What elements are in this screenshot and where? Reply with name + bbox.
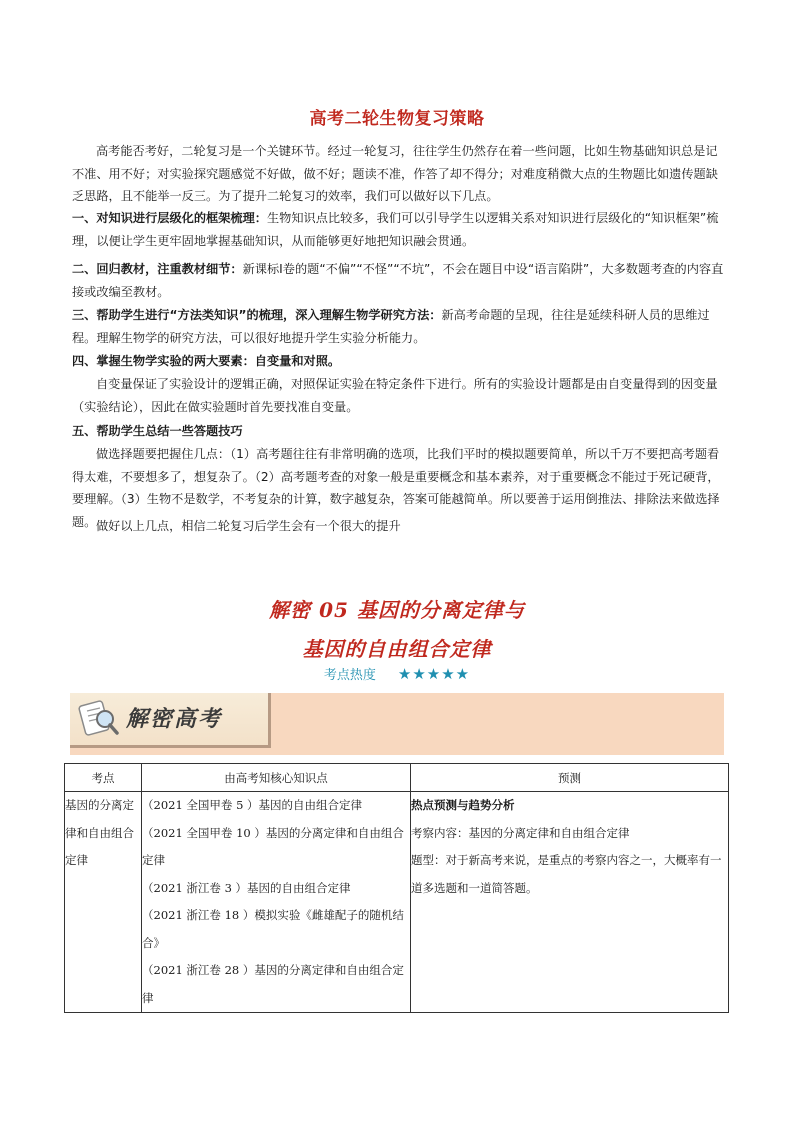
point-4	[72, 350, 726, 373]
knowledge-table	[64, 763, 729, 1013]
banner-tab	[70, 693, 271, 748]
point-4-head: 四、掌握生物学实验的两大要素：自变量和对照。	[72, 354, 341, 368]
source-item: （2021 全国甲卷 5 ）基因的自由组合定律	[142, 798, 363, 812]
sources-cell	[142, 792, 411, 1013]
point-3	[72, 304, 726, 349]
table-header-row	[65, 764, 729, 792]
table-row	[65, 792, 729, 1013]
point-2	[72, 258, 726, 303]
hotness-label: 考点热度	[323, 668, 376, 683]
header-kaodian: 考点	[65, 764, 142, 792]
point-1-text: 生物知识点比较多，我们可以引导学生以逻辑关系对知识进行层级化的“知识框架”梳理，以便让学生更牢固地掌握基础知识，从而能够更好地把知识融会贯通。	[72, 211, 719, 248]
banner-label: 解密高考	[126, 706, 223, 732]
point-2-head: 二、回归教材，注重教材细节：	[72, 262, 243, 276]
intro-paragraph: 高考能否考好，二轮复习是一个关键环节。经过一轮复习，往往学生仍然存在着一些问题，比如生物基础知识总是记不准、用不好；对实验探究题感觉不好做，做不好；题读不准，作答了却不得分；对难度稍微大点的生物题比如遗传题缺乏思路，且不能举一反三。为了提升二轮复习的效率，我们可以做好以下几点。	[72, 144, 718, 203]
point-5-head: 五、帮助学生总结一些答题技巧	[72, 424, 243, 438]
point-2-text: 新课标Ⅰ卷的题“不偏”“不怪”“不坑”，不会在题目中设“语言陷阱”，大多数题考查的内容直接或改编至教材。	[72, 262, 724, 299]
page-title: 高考二轮生物复习策略	[309, 109, 485, 129]
source-item: （2021 全国甲卷 10 ）基因的分离定律和自由组合定律	[142, 825, 404, 867]
point-1	[72, 207, 726, 252]
prediction-cell	[411, 792, 729, 1013]
magnifier-document-icon	[78, 697, 120, 737]
point-3-text: 新高考命题的呈现，往往是延续科研人员的思维过程。理解生物学的研究方法，可以很好地提升学生实验分析能力。	[72, 308, 710, 345]
prediction-content: 考察内容：基因的分离定律和自由组合定律	[411, 825, 630, 840]
point-4-body: 自变量保证了实验设计的逻辑正确，对照保证实验在特定条件下进行。所有的实验设计题都是由自变量得到的因变量（实验结论），因此在做实验题时首先要找准自变量。	[72, 377, 718, 414]
source-item: （2021 浙江卷 3 ）基因的自由组合定律	[142, 880, 351, 895]
header-core-knowledge: 由高考知核心知识点	[142, 764, 411, 792]
banner	[70, 693, 724, 755]
closing-line: 做好以上几点，相信二轮复习后学生会有一个很大的提升	[96, 519, 401, 533]
hotness-row	[0, 664, 794, 683]
section-title-line1: 解密 05 基因的分离定律与	[269, 598, 525, 622]
header-prediction: 预测	[411, 764, 729, 792]
source-item: （2021 浙江卷 28 ）基因的分离定律和自由组合定律	[142, 963, 404, 1005]
source-item: （2021 浙江卷 18 ）模拟实验《雌雄配子的随机结合》	[142, 908, 404, 950]
section-title-line2: 基因的自由组合定律	[302, 637, 492, 661]
point-3-head: 三、帮助学生进行“方法类知识”的梳理，深入理解生物学研究方法：	[72, 308, 442, 322]
kaodian-cell: 基因的分离定律和自由组合定律	[65, 792, 142, 1013]
point-5-body: 做选择题要把握住几点：（1）高考题往往有非常明确的选项，比我们平时的模拟题要简单，所以千万不要把高考题看得太难，不要想多了，想复杂了。（2）高考题考查的对象一般是重要概念和基本素养，对于重要概念不能过于死记硬背，要理解。（3）生物不是数学，不考复杂的计算，数字越复杂，答案可能越简单。所以要善于运用倒推法、排除法来做选择题。	[72, 447, 720, 529]
prediction-type: 题型：对于新高考来说，是重点的考察内容之一，大概率有一道多选题和一道简答题。	[411, 853, 722, 895]
hotness-stars: ★★★★★	[397, 665, 471, 683]
point-1-head: 一、对知识进行层级化的框架梳理：	[72, 211, 267, 225]
prediction-heading: 热点预测与趋势分析	[411, 798, 515, 812]
